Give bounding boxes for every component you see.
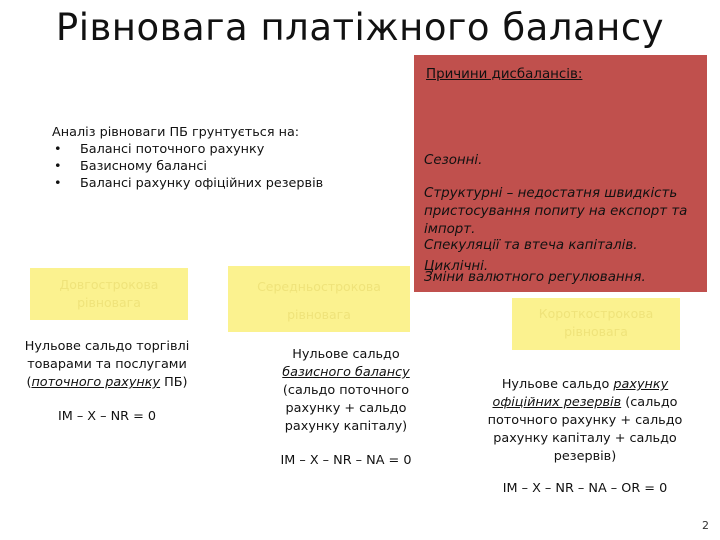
short-term-desc-link: рахунку офіційних резервів	[492, 377, 669, 410]
medium-term-description	[266, 346, 426, 470]
long-term-description	[22, 338, 192, 426]
page-number: 2	[702, 519, 709, 532]
short-term-desc-2: (сальдо поточного рахунку + сальдо рахунку капіталу + сальдо резервів)	[487, 395, 683, 464]
medium-term-desc-link: базисного балансу	[282, 365, 410, 380]
analysis-item: • Базисному балансі	[52, 158, 392, 175]
long-term-desc-2: ПБ)	[164, 375, 188, 390]
long-term-label-box	[30, 268, 188, 320]
analysis-intro: Аналіз рівноваги ПБ грунтується на:	[52, 125, 300, 140]
slide-title: Рівновага платіжного балансу	[55, 6, 665, 49]
analysis-item: • Балансі поточного рахунку	[52, 141, 392, 158]
analysis-list	[52, 141, 392, 192]
medium-term-label-1: Середньострокова	[257, 279, 381, 294]
analysis-item: • Балансі рахунку офіційних резервів	[52, 175, 392, 192]
long-term-desc-link: поточного рахунку	[31, 375, 161, 390]
cause-seasonal: Сезонні.	[424, 153, 483, 168]
short-term-desc-1: Нульове сальдо	[501, 377, 610, 392]
cause-structural: Структурні – недостатня швидкість пристосування попиту на експорт та імпорт.	[424, 186, 688, 237]
medium-term-label-2: рівновага	[287, 307, 351, 322]
medium-term-equation: IM – X – NR – NA = 0	[280, 453, 412, 468]
cause-currency-regulation: Зміни валютного регулювання.	[424, 270, 646, 285]
analysis-block	[52, 124, 392, 192]
causes-heading: Причини дисбалансів:	[426, 67, 583, 82]
long-term-equation: IM – X – NR = 0	[57, 409, 157, 424]
long-term-desc-1: Нульове сальдо торгівлі товарами та послугами (	[24, 339, 190, 390]
medium-term-label-box	[228, 266, 410, 332]
medium-term-desc-2: (сальдо поточного рахунку + сальдо рахунку капіталу)	[282, 383, 410, 434]
short-term-description	[480, 376, 690, 498]
long-term-label: Довгострокова рівновага	[59, 277, 159, 310]
short-term-label: Короткострокова рівновага	[538, 306, 654, 339]
long-term-desc	[22, 338, 192, 392]
short-term-desc	[480, 376, 690, 466]
cause-speculation: Спекуляції та втеча капіталів.	[424, 238, 638, 253]
cause-cyclical: Циклічні.	[424, 259, 489, 274]
imbalance-causes-box	[414, 55, 707, 292]
short-term-label-box	[512, 298, 680, 350]
short-term-equation: IM – X – NR – NA – OR = 0	[502, 481, 668, 496]
medium-term-desc-1: Нульове сальдо	[292, 347, 400, 362]
